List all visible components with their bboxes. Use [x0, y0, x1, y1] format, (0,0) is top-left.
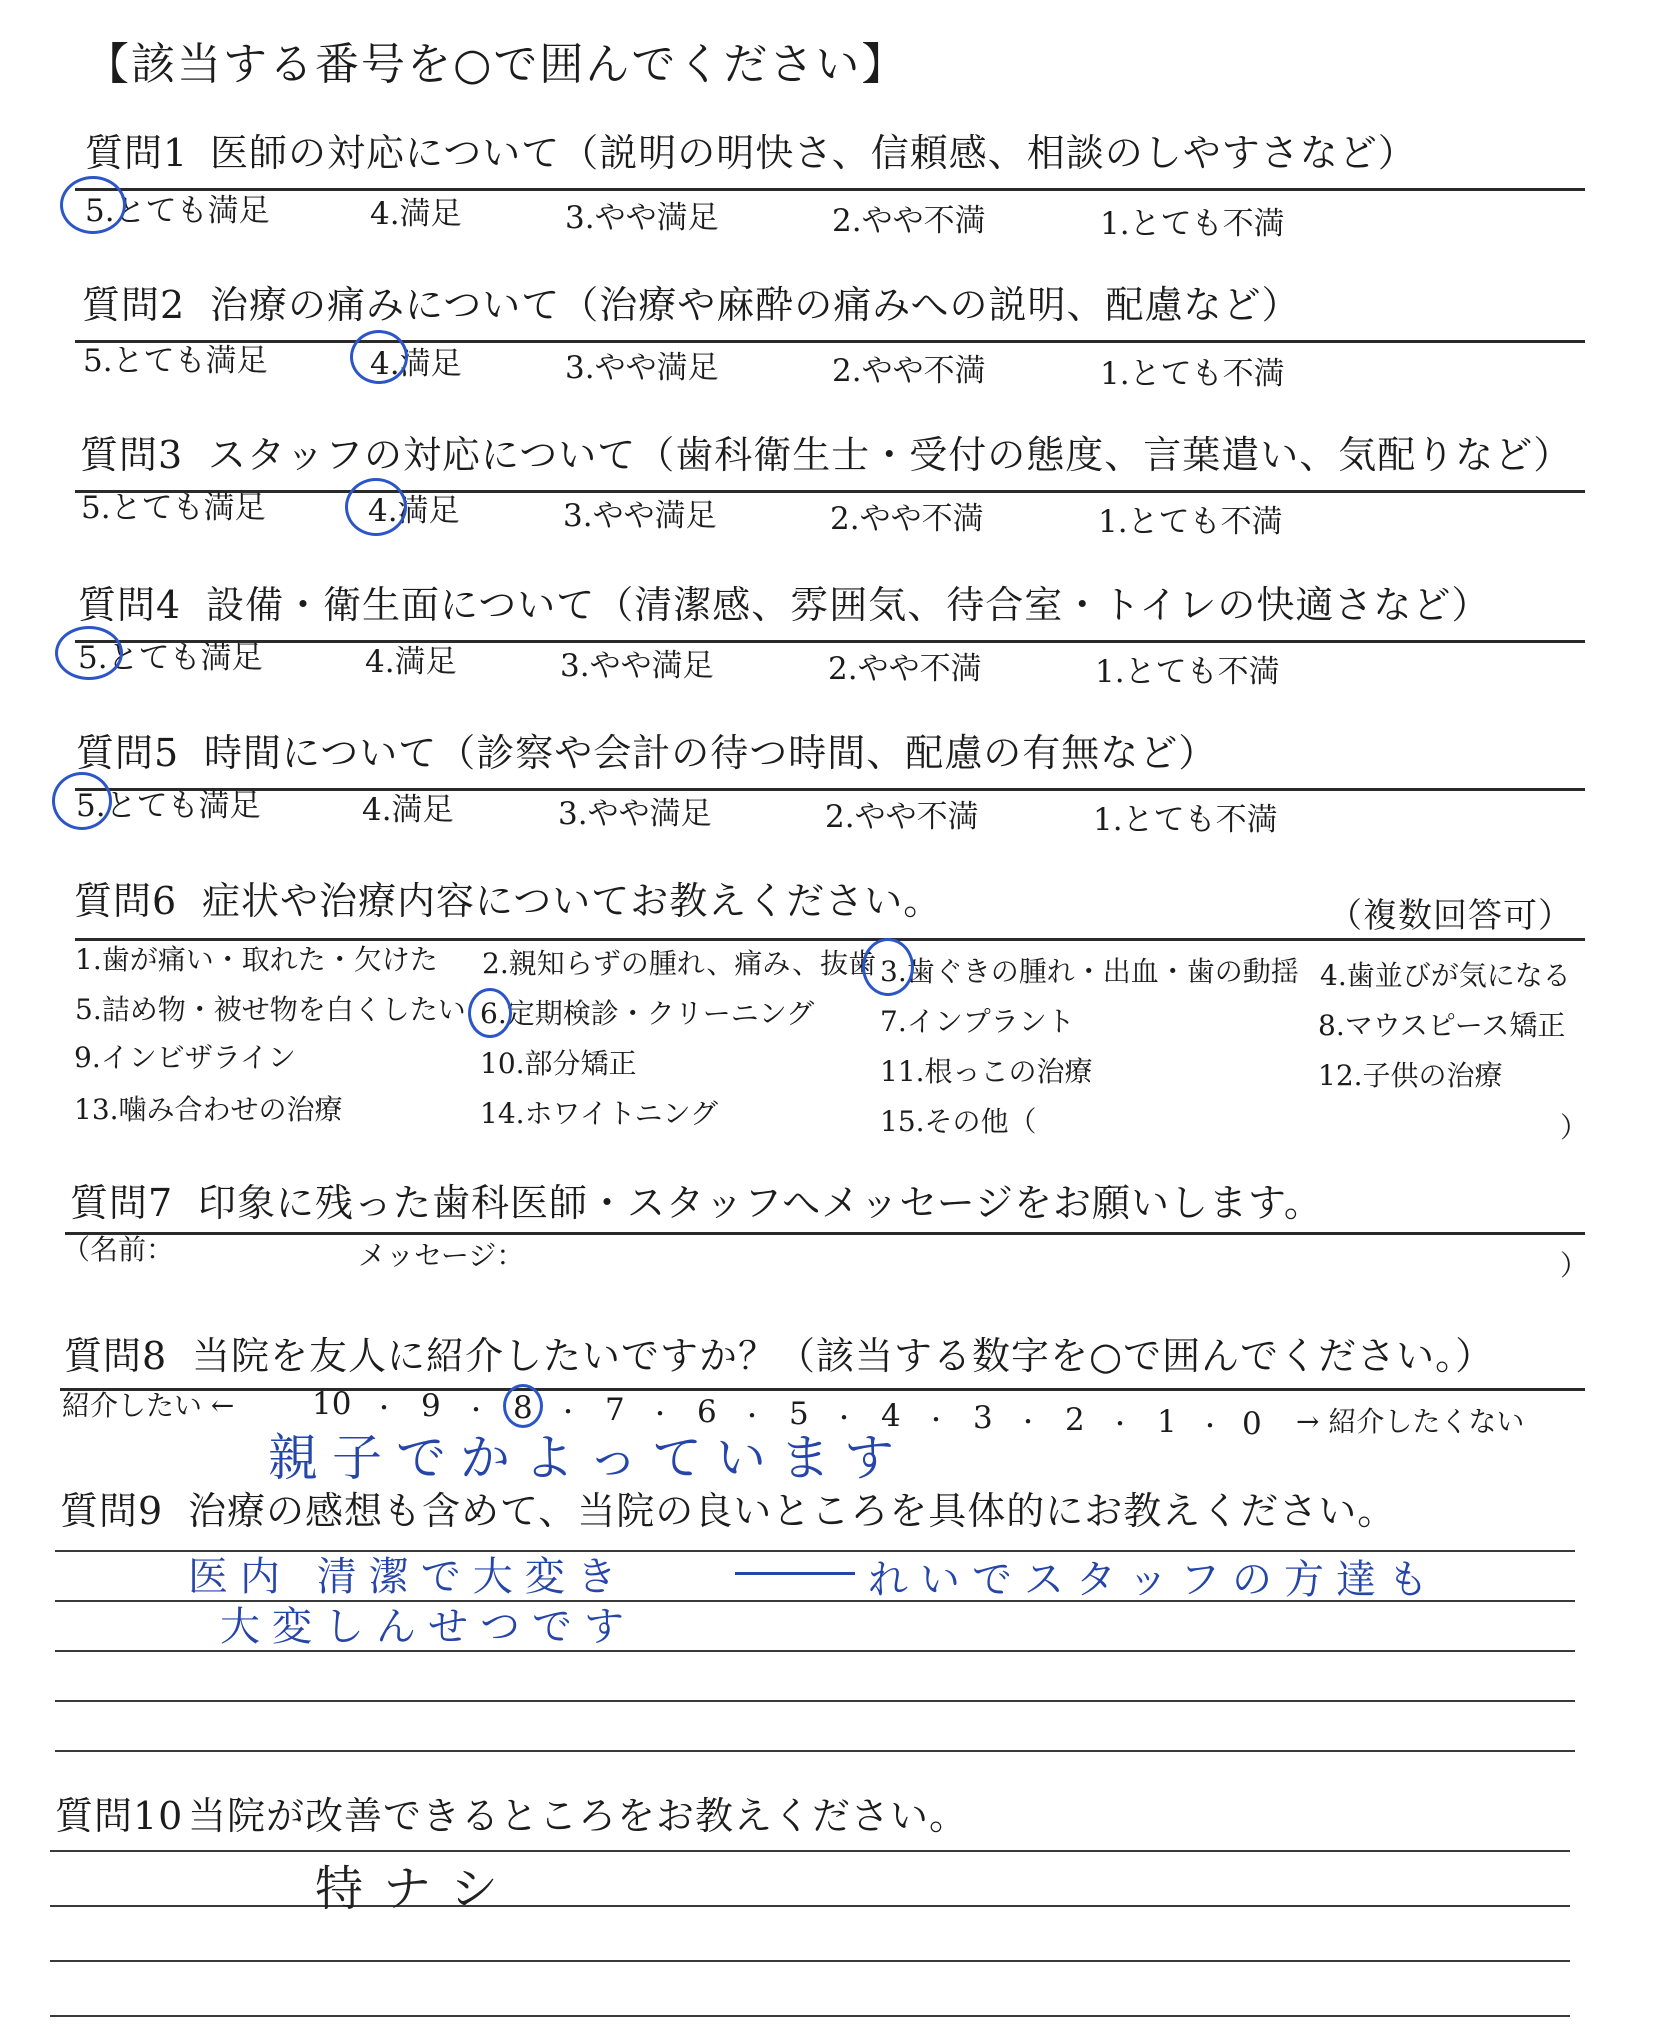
q2-option-2[interactable]: 2.やや不満 [832, 353, 986, 389]
q8-dot: ・ [648, 1400, 672, 1428]
q8-scale-5[interactable]: 5 [789, 1396, 809, 1432]
q2-rule [75, 340, 1585, 343]
q8-dot: ・ [924, 1406, 948, 1434]
q2-option-5[interactable]: 5.とても満足 [83, 343, 268, 379]
q1-rule [75, 188, 1585, 191]
q9-text: 治療の感想も含めて、当院の良いところを具体的にお教えください。 [188, 1489, 1397, 1533]
q1-option-3[interactable]: 3.やや満足 [565, 200, 719, 236]
q5-selection-circle [52, 772, 112, 830]
q10-line-1 [50, 1850, 1570, 1852]
q6-option-12[interactable]: 12.子供の治療 [1318, 1059, 1503, 1092]
q8-scale-4[interactable]: 4 [881, 1398, 901, 1434]
q8-dot: ・ [1108, 1410, 1132, 1438]
q3-option-1[interactable]: 1.とても不満 [1098, 504, 1283, 540]
q9-handwritten-line-1b: れいでスタッフの方達も [868, 1557, 1440, 1603]
q1-selection-circle [60, 176, 126, 234]
q5-option-3[interactable]: 3.やや満足 [558, 796, 712, 832]
page-title: 【該当する番号を○で囲んでください】 [85, 39, 908, 90]
q6-note: （複数回答可） [1328, 896, 1573, 936]
q8-dot: ・ [372, 1394, 396, 1422]
q5-option-4[interactable]: 4.満足 [362, 792, 454, 828]
q5-label: 質問5 [76, 731, 180, 775]
q4-option-5[interactable]: 5.とても満足 [78, 640, 263, 676]
q10-text: 当院が改善できるところをお教えください。 [188, 1794, 969, 1838]
q8-left-label: 紹介したい ← [62, 1389, 235, 1422]
q6-option-15[interactable]: 15.その他（ [880, 1105, 1037, 1138]
q1-label: 質問1 [85, 131, 189, 175]
q9-label: 質問9 [60, 1489, 164, 1533]
q8-scale-9[interactable]: 9 [421, 1388, 441, 1424]
q4-option-2[interactable]: 2.やや不満 [828, 651, 982, 687]
q3-selection-circle [345, 478, 407, 536]
q4-label: 質問4 [78, 583, 182, 627]
q10-label: 質問10 [55, 1794, 184, 1838]
q2-option-4[interactable]: 4.満足 [370, 346, 462, 382]
q8-scale-8[interactable]: 8 [513, 1390, 533, 1426]
q5-option-2[interactable]: 2.やや不満 [825, 799, 979, 835]
q6-selection-circle-3 [862, 938, 914, 996]
q1-option-1[interactable]: 1.とても不満 [1100, 206, 1285, 242]
q10-line-4 [50, 2015, 1570, 2017]
q5-option-5[interactable]: 5.とても満足 [76, 788, 261, 824]
q8-dot: ・ [464, 1396, 488, 1424]
q1-text: 医師の対応について（説明の明快さ、信頼感、相談のしやすさなど） [210, 131, 1417, 175]
q3-text: スタッフの対応について（歯科衛生士・受付の態度、言葉遣い、気配りなど） [208, 433, 1573, 477]
q3-option-3[interactable]: 3.やや満足 [563, 498, 717, 534]
q8-label: 質問8 [64, 1334, 168, 1378]
q3-option-2[interactable]: 2.やや不満 [830, 501, 984, 537]
q6-option-14[interactable]: 14.ホワイトニング [480, 1097, 719, 1130]
q8-dot: ・ [556, 1398, 580, 1426]
q8-scale-0[interactable]: 0 [1242, 1406, 1262, 1442]
q3-option-4[interactable]: 4.満足 [368, 493, 460, 529]
q1-option-4[interactable]: 4.満足 [370, 196, 462, 232]
q6-option-7[interactable]: 7.インプラント [880, 1005, 1075, 1038]
q6-option-9[interactable]: 9.インビザライン [74, 1041, 296, 1074]
q4-text: 設備・衛生面について（清潔感、雰囲気、待合室・トイレの快適さなど） [206, 583, 1491, 627]
q2-option-1[interactable]: 1.とても不満 [1100, 356, 1285, 392]
q9-handwritten-line-1a: 医内 清潔で大変き [188, 1554, 629, 1600]
q8-right-label: → 紹介したくない [1296, 1405, 1525, 1438]
q6-option-3[interactable]: 3.歯ぐきの腫れ・出血・歯の動揺 [880, 955, 1299, 988]
q2-selection-circle [350, 330, 408, 384]
q5-option-1[interactable]: 1.とても不満 [1093, 802, 1278, 838]
q7-close-paren: ） [1560, 1249, 1589, 1282]
q9-handwritten-line-2: 大変しんせつです [220, 1604, 636, 1650]
q6-option-5[interactable]: 5.詰め物・被せ物を白くしたい [75, 993, 466, 1026]
q6-option-11[interactable]: 11.根っこの治療 [880, 1055, 1093, 1088]
q6-option-8[interactable]: 8.マウスピース矯正 [1318, 1009, 1566, 1042]
q1-option-5[interactable]: 5.とても満足 [85, 193, 270, 229]
q8-dot: ・ [740, 1402, 764, 1430]
q6-option-1[interactable]: 1.歯が痛い・取れた・欠けた [75, 943, 438, 976]
q7-rule [65, 1232, 1585, 1235]
q9-line-4 [55, 1700, 1575, 1702]
q8-scale-7[interactable]: 7 [605, 1392, 625, 1428]
q2-option-3[interactable]: 3.やや満足 [565, 350, 719, 386]
q8-scale-6[interactable]: 6 [697, 1394, 717, 1430]
q8-dot: ・ [832, 1404, 856, 1432]
q6-option-4[interactable]: 4.歯並びが気になる [1320, 959, 1571, 992]
q6-option-6[interactable]: 6.定期検診・クリーニング [480, 997, 815, 1030]
q6-selection-circle-6 [468, 988, 512, 1038]
q8-handwritten-comment: 親子でかよっています [268, 1429, 908, 1487]
q8-scale-10[interactable]: 10 [312, 1386, 352, 1422]
q6-other-close-paren: ） [1560, 1111, 1589, 1144]
q7-message-label: メッセージ： [358, 1239, 525, 1272]
q9-strikethrough [735, 1572, 855, 1575]
q4-selection-circle [55, 626, 123, 680]
q5-text: 時間について（診察や会計の待つ時間、配慮の有無など） [204, 731, 1218, 775]
q3-label: 質問3 [80, 433, 184, 477]
q6-option-10[interactable]: 10.部分矯正 [480, 1047, 637, 1080]
q4-option-3[interactable]: 3.やや満足 [560, 648, 714, 684]
q3-option-5[interactable]: 5.とても満足 [81, 490, 266, 526]
q6-option-13[interactable]: 13.噛み合わせの治療 [74, 1093, 343, 1126]
q8-text: 当院を友人に紹介したいですか？（該当する数字を○で囲んでください。） [192, 1334, 1495, 1378]
q10-handwritten-answer: 特ナシ [315, 1861, 519, 1917]
q6-text: 症状や治療内容についてお教えください。 [202, 879, 943, 923]
q7-label: 質問7 [70, 1181, 174, 1225]
q8-dot: ・ [1198, 1412, 1222, 1440]
q6-label: 質問6 [74, 879, 178, 923]
q8-scale-3[interactable]: 3 [973, 1400, 993, 1436]
q10-line-2 [50, 1905, 1570, 1907]
q4-option-1[interactable]: 1.とても不満 [1095, 654, 1280, 690]
q9-line-5 [55, 1750, 1575, 1752]
q1-option-2[interactable]: 2.やや不満 [832, 203, 986, 239]
q7-name-label: （名前： [62, 1233, 175, 1266]
q8-dot: ・ [1016, 1408, 1040, 1436]
q2-text: 治療の痛みについて（治療や麻酔の痛みへの説明、配慮など） [210, 283, 1301, 327]
q2-label: 質問2 [82, 283, 186, 327]
q7-text: 印象に残った歯科医師・スタッフへメッセージをお願いします。 [198, 1181, 1323, 1225]
q6-option-2[interactable]: 2.親知らずの腫れ、痛み、抜歯 [482, 947, 877, 980]
q8-scale-2[interactable]: 2 [1065, 1402, 1085, 1438]
q8-rule [60, 1388, 1585, 1391]
q8-scale-1[interactable]: 1 [1157, 1404, 1177, 1440]
q4-option-4[interactable]: 4.満足 [365, 644, 457, 680]
q10-line-3 [50, 1960, 1570, 1962]
